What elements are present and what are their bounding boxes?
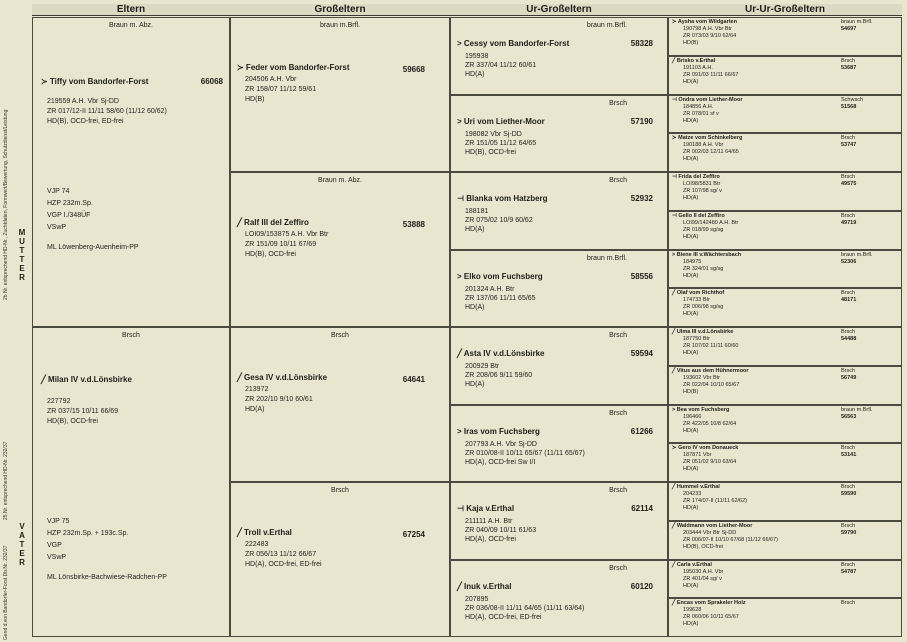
vater-label — [18, 522, 26, 567]
stud-number: 59790 — [841, 529, 857, 536]
great-great-grandparent-cell — [668, 133, 902, 172]
grandparent-cell — [230, 17, 450, 172]
hd-line: HD(B) — [245, 96, 265, 103]
great-grandparent-cell — [450, 482, 668, 560]
reg-line: 184856 A.H. — [683, 103, 714, 110]
color-text: braun m.Brfl. — [841, 19, 873, 25]
reg-line: 203444 Vbr Btr Sj-DD — [683, 529, 737, 536]
zr-line: ZR 137/06 11/11 65/65 — [465, 294, 536, 302]
hd-line: HD(A) — [683, 505, 699, 511]
great-great-grandparent-cell — [668, 327, 902, 366]
color-text: Brsch — [609, 409, 627, 417]
hd-line: HD(A) — [683, 78, 699, 85]
stud-number: 49719 — [841, 219, 857, 226]
reg-line: 219559 A.H. Vbr Sj-DD — [47, 98, 119, 105]
zr-line: ZR 060/06 10/11 65/67 — [683, 614, 739, 621]
zr-line: ZR 151/09 10/11 67/69 — [245, 241, 317, 248]
animal-name: > Elko vom Fuchsberg — [457, 271, 543, 281]
animal-name: ╱ Hummel v.Erthal — [672, 484, 720, 490]
reg-line: LOI98/5831 Btr — [683, 181, 721, 187]
animal-name: > Bea vom Fuchsberg — [672, 406, 730, 413]
hd-line: HD(A), OCD-frei, ED-frei — [245, 561, 322, 568]
stud-number: 53141 — [841, 452, 857, 459]
stud-number: 54488 — [841, 336, 857, 342]
reg-line: 195938 — [465, 53, 489, 60]
zr-line: ZR 037/15 10/11 66/69 — [47, 408, 119, 415]
reg-line: 190188 A.H. Vbr — [683, 142, 724, 149]
great-grandparent-cell — [450, 327, 668, 405]
great-grandparent-cell — [450, 250, 668, 328]
animal-name: ⊣ Gello II del Zeffiro — [672, 212, 725, 219]
reg-line: 211111 A.H. Btr — [465, 518, 513, 525]
animal-name: ╱ Olaf vom Richthof — [672, 290, 725, 297]
stud-number: 52932 — [630, 194, 653, 203]
zr-line: ZR 075/02 10/9 60/62 — [465, 217, 533, 224]
mutter-label — [18, 228, 26, 282]
color-text: Schwsch — [841, 96, 864, 103]
stud-number: 64641 — [402, 375, 425, 384]
header-grosseltern: Großeltern — [230, 4, 450, 16]
color-text: braun m.Brfl. — [586, 254, 627, 262]
vertical-letter: T — [19, 255, 25, 264]
zr-line: ZR 174/07-II (11/11 62/62) — [683, 498, 747, 504]
zr-line: ZR 051/02 9/10 63/64 — [683, 459, 737, 466]
animal-name: ⊣ Kaja v.Erthal — [457, 504, 515, 513]
zr-line: ZR 056/13 11/12 66/67 — [245, 551, 317, 558]
reg-line: 207895 — [465, 595, 489, 603]
hd-line: HD(A) — [465, 381, 485, 388]
great-great-grandparent-cell — [668, 598, 902, 637]
zr-line: ZR 002/03 12/11 64/65 — [683, 149, 739, 156]
stud-number: 53747 — [841, 142, 857, 149]
hd-line: HD(A) — [465, 71, 485, 78]
animal-name: ╱ Troll v.Erthal — [237, 528, 292, 537]
zr-line: ZR 324/01 sg/sg — [683, 265, 724, 272]
reg-line: 227792 — [47, 398, 71, 405]
vertical-letter: R — [19, 273, 25, 282]
zr-line: ZR 022/04 10/10 65/67 — [683, 381, 740, 388]
color-text: braun m.Brfl. — [841, 251, 873, 258]
animal-name: ╱ Asta IV v.d.Lönsbirke — [457, 349, 545, 358]
stud-number: 52306 — [841, 258, 857, 265]
color-text: Brsch — [609, 99, 627, 107]
zr-line: ZR 073/03 9/10 62/64 — [683, 33, 737, 39]
hd-line: HD(A) — [683, 427, 699, 434]
animal-name: ╱ Inuk v.Erthal — [457, 581, 512, 591]
great-great-grandparent-cell — [668, 95, 902, 134]
zr-line: ZR 151/05 11/12 64/65 — [465, 139, 537, 147]
stud-number: 59590 — [841, 491, 857, 497]
grandparent-cell — [230, 482, 450, 637]
color-text: Brsch — [841, 600, 856, 607]
hd-line: HD(A) — [683, 350, 699, 356]
great-great-grandparent-cell — [668, 211, 902, 250]
exam-result: VSwP — [47, 554, 67, 561]
vertical-letter: E — [19, 264, 25, 273]
hd-line: HD(A) — [683, 233, 699, 240]
reg-line: 195030 A.H. Vbr — [683, 568, 724, 575]
great-great-grandparent-cell — [668, 17, 902, 56]
hd-line: HD(A) — [683, 582, 699, 589]
stud-number: 62114 — [631, 504, 653, 513]
reg-line: LOI09/153875 A.H. Vbr Btr — [245, 231, 329, 238]
reg-line: 200929 Btr — [465, 363, 500, 370]
color-text: Brsch — [841, 135, 856, 142]
stud-number: 54787 — [841, 568, 857, 575]
color-text: Braun m. Abz. — [318, 177, 362, 184]
stud-number: 54697 — [841, 26, 857, 32]
vertical-letter: T — [19, 246, 25, 255]
hd-line: HD(A) — [465, 226, 485, 233]
hd-line: HD(A) — [465, 303, 485, 311]
zr-line: ZR 337/04 11/12 60/61 — [465, 62, 537, 69]
stud-number: 60120 — [630, 581, 653, 591]
great-grandparent-cell — [450, 560, 668, 638]
color-text: Brsch — [841, 445, 856, 452]
color-text: Brsch — [841, 367, 856, 374]
exam-result: VJP 74 — [47, 188, 70, 195]
reg-line: 204506 A.H. Vbr — [245, 76, 297, 83]
exam-result: VJP 75 — [47, 518, 70, 525]
reg-line: 174733 Btr — [683, 297, 710, 304]
zr-line: ZR 401/04 sg/ v — [683, 575, 722, 582]
color-text: Brsch — [331, 332, 349, 339]
color-text: braun m.Brfl. — [319, 22, 361, 29]
zr-line: ZR 107/02 11/11 60/60 — [683, 343, 739, 349]
animal-name: > Cessy vom Bandorfer-Forst — [457, 39, 570, 48]
color-text: Brsch — [841, 484, 856, 490]
zr-line: ZR 006/07-II 10/10 67/68 (11/12 66/67) — [683, 536, 778, 543]
exam-result: VSwP — [47, 224, 67, 231]
hd-line: HD(B) — [683, 40, 699, 46]
reg-line: 222483 — [245, 541, 269, 548]
stud-number: 59668 — [402, 65, 425, 74]
stud-number: 67254 — [402, 530, 425, 539]
grandparent-cell — [230, 172, 450, 327]
color-text: Brsch — [841, 290, 856, 297]
parent-cell — [32, 327, 230, 637]
stud-number: 48171 — [841, 297, 857, 304]
hd-line: HD(B), OCD-frei — [465, 148, 516, 156]
great-great-grandparent-cell — [668, 443, 902, 482]
great-great-grandparent-cell — [668, 521, 902, 560]
animal-name: > Uri vom Liether-Moor — [457, 116, 545, 126]
stud-number: 58556 — [630, 271, 653, 281]
reg-line: 213972 — [245, 386, 269, 393]
color-text: Brsch — [609, 177, 627, 184]
vertical-letter: E — [19, 549, 25, 558]
grandparent-cell — [230, 327, 450, 482]
reg-line: 198082 Vbr Sj-DD — [465, 130, 522, 138]
animal-name: ╱ Waldmann vom Liether-Moor — [672, 522, 753, 529]
ml-line: ML Löwenberg-Auenheim-PP — [47, 244, 139, 251]
hd-line: HD(A) — [683, 621, 699, 628]
reg-line: 187750 Btr — [683, 336, 710, 342]
great-great-grandparent-cell — [668, 56, 902, 95]
exam-result: HZP 232m.Sp. + 193c.Sp. — [47, 530, 129, 537]
color-text: Brsch — [331, 487, 349, 494]
zr-line: ZR 018/99 sg/sg — [683, 226, 724, 233]
exam-result: VGP I./348ÜF — [47, 212, 91, 219]
color-text: Brsch — [841, 561, 856, 568]
animal-name: ╱ Vitus aus dem Hühnermoor — [672, 367, 749, 374]
animal-name: ╱ Carla v.Erthal — [672, 561, 712, 568]
hd-line: HD(B) — [683, 388, 699, 395]
hd-line: HD(B), OCD-frei — [683, 543, 724, 550]
reg-line: 188181 — [465, 208, 489, 215]
color-text: Brsch — [609, 332, 627, 339]
reg-line: 190798 A.H. Vbr Btr — [683, 26, 732, 32]
zr-line: ZR 202/10 9/10 60/61 — [245, 396, 313, 403]
vertical-letter: T — [19, 540, 25, 549]
color-text: Brsch — [609, 487, 627, 494]
animal-name: ⊣ Frida del Zeffiro — [672, 174, 720, 180]
animal-name: ≻ Tiffy vom Bandorfer-Forst — [41, 77, 149, 86]
color-text: Brsch — [122, 332, 140, 339]
vertical-letter: A — [19, 531, 25, 540]
exam-result: VGP — [47, 542, 62, 549]
reg-line: 201324 A.H. Btr — [465, 285, 515, 293]
hd-line: HD(B), OCD-frei, ED-frei — [47, 118, 124, 125]
animal-name: > Iras vom Fuchsberg — [457, 426, 540, 436]
stud-number: 66068 — [200, 77, 223, 86]
hd-line: HD(A) — [683, 466, 699, 473]
hd-line: HD(B), OCD-frei — [245, 251, 296, 258]
great-great-grandparent-cell — [668, 405, 902, 444]
zr-line: ZR 422/05 10/8 62/64 — [683, 420, 737, 427]
header-ur-grosseltern: Ur-Großeltern — [450, 4, 668, 16]
great-great-grandparent-cell — [668, 482, 902, 521]
stud-number: 56749 — [841, 374, 857, 381]
animal-name: ≻ Aysha vom Wildgarten — [672, 19, 737, 25]
great-great-grandparent-cell — [668, 172, 902, 211]
great-great-grandparent-cell — [668, 250, 902, 289]
great-great-grandparent-cell — [668, 366, 902, 405]
color-text: braun m.Brfl. — [586, 22, 627, 29]
hd-line: HD(A) — [683, 195, 699, 201]
zr-line: ZR 040/09 10/11 61/63 — [465, 527, 537, 534]
side-note: 2b Nr. entsprechend HD-Nr., Zuchtdaten, Formwert/Bewertung, Schutzdienst/Leistung — [3, 109, 9, 300]
hd-line: HD(A) — [683, 311, 699, 318]
animal-name: ╱ Encas vom Sprakeler Holz — [672, 600, 746, 607]
reg-line: 191103 A.H. — [683, 64, 713, 71]
animal-name: ⊣ Ondra vom Liether-Moor — [672, 96, 743, 103]
vertical-letter: R — [19, 558, 25, 567]
great-great-grandparent-cell — [668, 288, 902, 327]
color-text: Brsch — [841, 522, 856, 529]
stud-number: 56563 — [841, 413, 857, 420]
animal-name: ╱ Ralf III del Zeffiro — [237, 218, 309, 227]
reg-line: 193602 Vbr Btr — [683, 374, 720, 381]
zr-line: ZR 091/03 11/11 66/67 — [683, 71, 739, 78]
animal-name: > Biene III v.Wächtersbach — [672, 251, 742, 258]
hd-line: HD(A) — [683, 117, 699, 124]
hd-line: HD(A), OCD-frei Sw I/I — [465, 458, 536, 466]
stud-number: 51568 — [841, 103, 857, 110]
side-note: Gend d.von Bandorfer-Forst Db.Nr. 232/37 — [3, 545, 9, 640]
zr-line: ZR 010/08-II 10/11 65/67 (11/11 65/67) — [465, 449, 585, 457]
zr-line: ZR 208/06 9/11 59/60 — [465, 372, 533, 379]
stud-number: 58328 — [630, 39, 653, 48]
great-grandparent-cell — [450, 17, 668, 95]
great-grandparent-cell — [450, 95, 668, 173]
hd-line: HD(A), OCD-frei — [465, 536, 516, 543]
reg-line: 187871 Vbr — [683, 452, 712, 459]
great-grandparent-cell — [450, 405, 668, 483]
parent-cell — [32, 17, 230, 327]
color-text: Brsch — [841, 174, 856, 180]
hd-line: HD(A) — [245, 406, 265, 413]
vertical-letter: U — [19, 237, 25, 246]
exam-result: HZP 232m.Sp. — [47, 200, 93, 207]
animal-name: ≻ Matze vom Schinkelberg — [672, 135, 743, 142]
color-text: Brsch — [841, 212, 856, 219]
ml-line: ML Lönsbirke-Bachwiese-Radchen-PP — [47, 574, 167, 581]
reg-line: 207793 A.H. Vbr Sj-DD — [465, 440, 537, 448]
color-text: braun m.Brfl. — [841, 406, 873, 413]
stud-number: 53888 — [402, 220, 425, 229]
zr-line: ZR 036/08-II 11/11 64/65 (11/11 63/64) — [465, 604, 585, 612]
animal-name: ≻ Feder vom Bandorfer-Forst — [237, 63, 350, 72]
animal-name: ≻ Gero IV vom Donaueck — [672, 445, 739, 452]
color-text: Brsch — [841, 329, 856, 335]
reg-line: 184975 — [683, 258, 702, 265]
zr-line: ZR 107/98 sg/ v — [683, 188, 722, 194]
stud-number: 61266 — [630, 426, 653, 436]
side-note: 25.Nr. entsprechend HD-Nr. 232/37 — [3, 441, 9, 520]
stud-number: 49575 — [841, 181, 857, 187]
zr-line: ZR 158/07 11/12 59/61 — [245, 86, 317, 93]
great-grandparent-cell — [450, 172, 668, 250]
great-great-grandparent-cell — [668, 560, 902, 599]
hd-line: HD(A) — [683, 156, 699, 163]
zr-line: ZR 006/98 sg/sg — [683, 304, 724, 311]
vertical-letter: V — [19, 522, 25, 531]
stud-number: 59594 — [630, 349, 653, 358]
reg-line: LOI99/142480 A.H. Btr — [683, 219, 739, 226]
animal-name: ╱ Milan IV v.d.Lönsbirke — [41, 375, 132, 384]
vertical-letter: M — [18, 228, 26, 237]
reg-line: 199628 — [683, 607, 702, 614]
color-text: Braun m. Abz. — [109, 22, 153, 29]
zr-line: ZR 078/01 sf v — [683, 110, 719, 117]
hd-line: HD(A) — [683, 272, 699, 279]
stud-number: 57190 — [630, 116, 653, 126]
zr-line: ZR 017/12-II 11/11 58/60 (11/12 60/62) — [47, 108, 167, 115]
animal-name: ⊣ Blanka vom Hatzberg — [457, 194, 548, 203]
header-eltern: Eltern — [32, 4, 230, 16]
color-text: Brsch — [609, 564, 627, 572]
animal-name: ╱ Gesa IV v.d.Lönsbirke — [237, 373, 328, 382]
stud-number: 53687 — [841, 64, 857, 71]
hd-line: HD(B), OCD-frei — [47, 418, 98, 425]
color-text: Brsch — [841, 57, 856, 64]
reg-line: 196466 — [683, 413, 702, 420]
header-urur-grosseltern: Ur-Ur-Großeltern — [668, 4, 902, 16]
animal-name: ╱ Ulma III v.d.Lönsbirke — [672, 329, 734, 335]
hd-line: HD(A), OCD-frei, ED-frei — [465, 613, 542, 621]
animal-name: ╱ Brisko v.Erthal — [672, 57, 716, 64]
reg-line: 204233 — [683, 491, 702, 497]
